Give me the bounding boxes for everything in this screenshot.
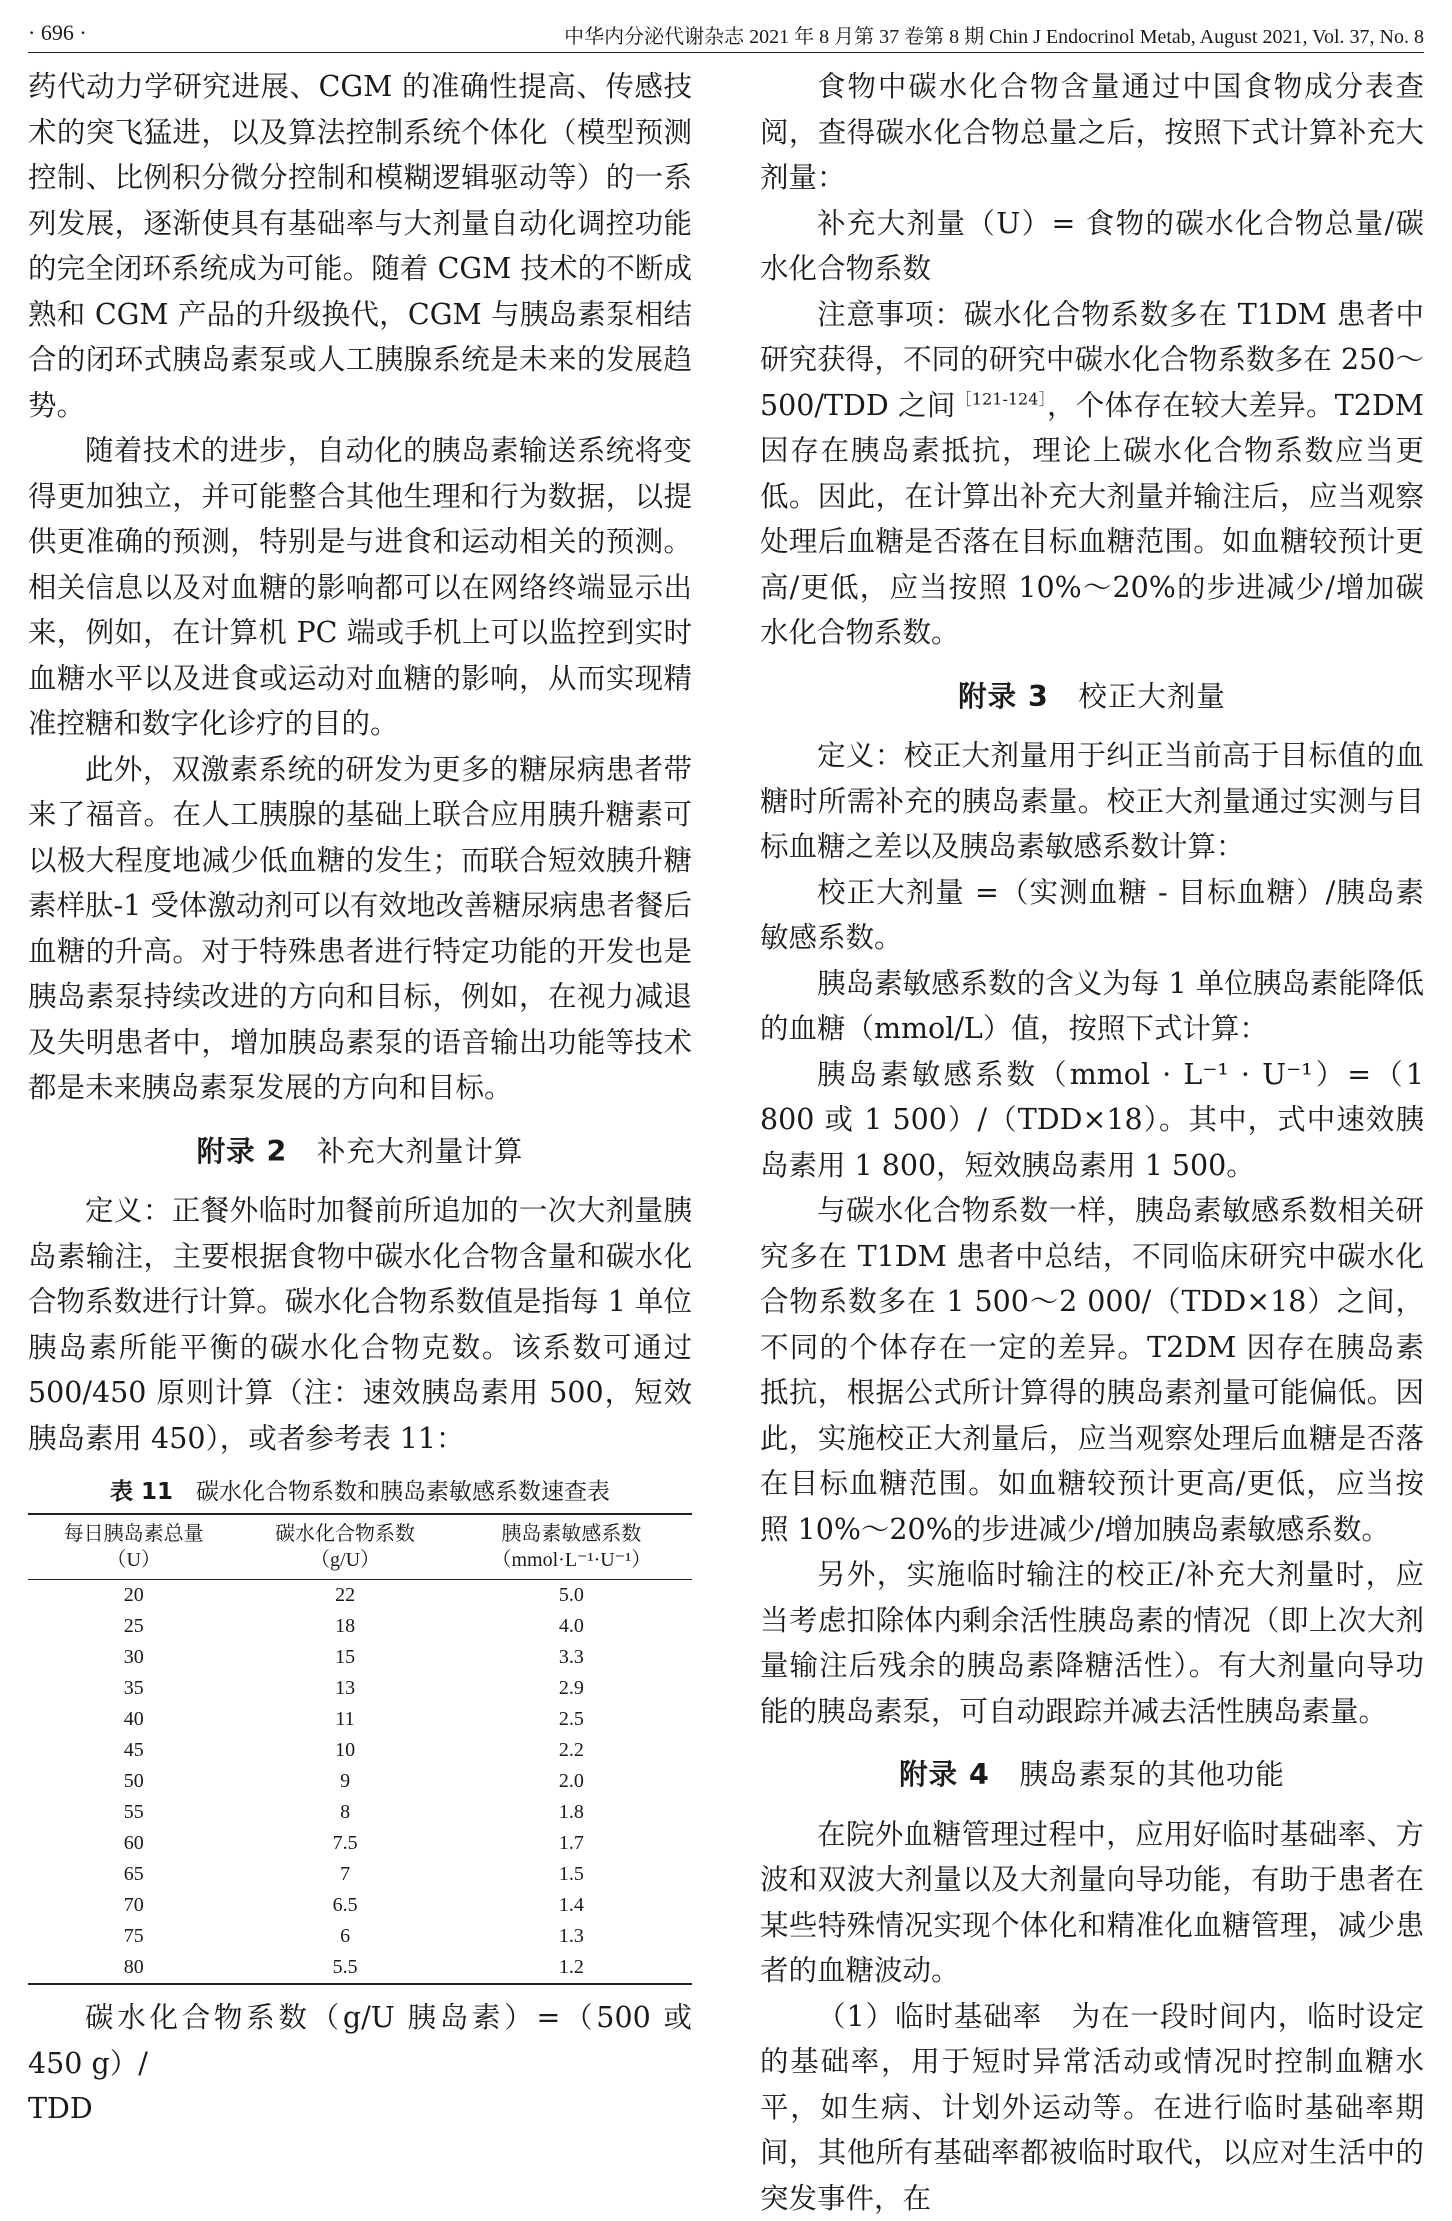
table-cell: 3.3 — [451, 1642, 692, 1673]
table-row — [28, 1704, 692, 1735]
table-row — [28, 1580, 692, 1612]
column-header-label: 碳水化合物系数 — [275, 1523, 415, 1545]
table-number: 表 11 — [110, 1479, 173, 1505]
journal-running-title: 中华内分泌代谢杂志 2021 年 8 月第 37 卷第 8 期 Chin J Endocrinol Metab, August 2021, Vol. 37, No. 8 — [564, 20, 1424, 49]
formula: 胰岛素敏感系数（mmol · L⁻¹ · U⁻¹）=（1 800 或 1 500）/（TDD×18）。其中，式中速效胰岛素用 1 800，短效胰岛素用 1 500。 — [760, 1052, 1424, 1189]
paragraph: 另外，实施临时输注的校正/补充大剂量时，应当考虑扣除体内剩余活性胰岛素的情况（即上次大剂量输注后残余的胰岛素降糖活性）。有大剂量向导功能的胰岛素泵，可自动跟踪并减去活性胰岛素量。 — [760, 1552, 1424, 1734]
table-cell: 6 — [239, 1921, 450, 1952]
table-cell: 15 — [239, 1642, 450, 1673]
paragraph: 在院外血糖管理过程中，应用好临时基础率、方波和双波大剂量以及大剂量向导功能，有助于患者在某些特殊情况实现个体化和精准化血糖管理，减少患者的血糖波动。 — [760, 1812, 1424, 1994]
ratio-lookup-table — [28, 1513, 692, 1985]
column-header-unit: （mmol·L⁻¹·U⁻¹） — [451, 1547, 692, 1573]
table-row — [28, 1797, 692, 1828]
paragraph: 随着技术的进步，自动化的胰岛素输送系统将变得更加独立，并可能整合其他生理和行为数据，以提供更准确的预测，特别是与进食和运动相关的预测。相关信息以及对血糖的影响都可以在网络终端显示出来，例如，在计算机 PC 端或手机上可以监控到实时血糖水平以及进食或运动对血糖的影响，从而实现精准控糖和数字化诊疗的目的。 — [28, 428, 692, 747]
table-cell: 80 — [28, 1952, 239, 1984]
table-body — [28, 1580, 692, 1985]
table-row — [28, 1828, 692, 1859]
table-cell: 1.2 — [451, 1952, 692, 1984]
text-run: 注意事项：碳水化合物系数多在 T1DM 患者中研究获得，不同的研究中碳水化合物系数多在 250～500/TDD 之间 — [760, 298, 1424, 422]
column-header — [239, 1514, 450, 1580]
table-cell: 1.8 — [451, 1797, 692, 1828]
table-cell: 2.0 — [451, 1766, 692, 1797]
table-cell: 60 — [28, 1828, 239, 1859]
table-cell: 75 — [28, 1921, 239, 1952]
paragraph: 定义：正餐外临时加餐前所追加的一次大剂量胰岛素输注，主要根据食物中碳水化合物含量和碳水化合物系数进行计算。碳水化合物系数值是指每 1 单位胰岛素所能平衡的碳水化合物克数。该系数可通过 500/450 原则计算（注：速效胰岛素用 500，短效胰岛素用 450），或者参考表 11： — [28, 1188, 692, 1461]
appendix-title: 校正大剂量 — [1078, 680, 1226, 713]
appendix-3-heading — [760, 674, 1424, 720]
table-cell: 22 — [239, 1580, 450, 1612]
table-cell: 8 — [239, 1797, 450, 1828]
table-cell: 45 — [28, 1735, 239, 1766]
paragraph: 定义：校正大剂量用于纠正当前高于目标值的血糖时所需补充的胰岛素量。校正大剂量通过实测与目标血糖之差以及胰岛素敏感系数计算： — [760, 733, 1424, 870]
table-cell: 35 — [28, 1673, 239, 1704]
table-caption — [28, 1475, 692, 1509]
table-header-row — [28, 1514, 692, 1580]
paragraph — [760, 292, 1424, 656]
table-row — [28, 1952, 692, 1984]
table-cell: 6.5 — [239, 1890, 450, 1921]
table-cell: 1.4 — [451, 1890, 692, 1921]
table-cell: 7 — [239, 1859, 450, 1890]
appendix-number: 附录 3 — [958, 680, 1049, 713]
column-header-unit: （g/U） — [239, 1547, 450, 1573]
right-column — [760, 64, 1424, 2221]
table-cell: 5.0 — [451, 1580, 692, 1612]
table-row — [28, 1766, 692, 1797]
appendix-title: 胰岛素泵的其他功能 — [1019, 1758, 1285, 1791]
paragraph: 胰岛素敏感系数的含义为每 1 单位胰岛素能降低的血糖（mmol/L）值，按照下式计算： — [760, 961, 1424, 1052]
table-row — [28, 1921, 692, 1952]
column-header-unit: （U） — [28, 1547, 239, 1573]
table-cell: 65 — [28, 1859, 239, 1890]
table-11 — [28, 1475, 692, 1985]
table-cell: 2.5 — [451, 1704, 692, 1735]
table-cell: 50 — [28, 1766, 239, 1797]
table-cell: 2.2 — [451, 1735, 692, 1766]
paragraph: 此外，双激素系统的研发为更多的糖尿病患者带来了福音。在人工胰腺的基础上联合应用胰升糖素可以极大程度地减少低血糖的发生；而联合短效胰升糖素样肽-1 受体激动剂可以有效地改善糖尿病患者餐后血糖的升高。对于特殊患者进行特定功能的开发也是胰岛素泵持续改进的方向和目标，例如，在视力减退及失明患者中，增加胰岛素泵的语音输出功能等技术都是未来胰岛素泵发展的方向和目标。 — [28, 747, 692, 1111]
table-cell: 13 — [239, 1673, 450, 1704]
table-row — [28, 1859, 692, 1890]
table-cell: 10 — [239, 1735, 450, 1766]
table-cell: 4.0 — [451, 1611, 692, 1642]
table-title: 碳水化合物系数和胰岛素敏感系数速查表 — [196, 1479, 610, 1505]
formula: 碳水化合物系数（g/U 胰岛素）=（500 或 450 g）/ — [28, 1995, 692, 2086]
left-column — [28, 64, 692, 2132]
table-row — [28, 1673, 692, 1704]
text-run: ，个体存在较大差异。T2DM 因存在胰岛素抵抗，理论上碳水化合物系数应当更低。因此，在计算出补充大剂量并输注后，应当观察处理后血糖是否落在目标血糖范围。如血糖较预计更高/更低，应当按照 10%～20%的步进减少/增加碳水化合物系数。 — [760, 389, 1424, 650]
formula-continuation: TDD — [28, 2086, 692, 2132]
table-cell: 2.9 — [451, 1673, 692, 1704]
appendix-number: 附录 2 — [197, 1135, 288, 1168]
page-number: · 696 · — [28, 20, 87, 46]
paragraph: 与碳水化合物系数一样，胰岛素敏感系数相关研究多在 T1DM 患者中总结，不同临床研究中碳水化合物系数多在 1 500～2 000/（TDD×18）之间，不同的个体存在一定的差异。T2DM 因存在胰岛素抵抗，根据公式所计算得的胰岛素剂量可能偏低。因此，实施校正大剂量后，应当观察处理后血糖是否落在目标血糖范围。如血糖较预计更高/更低，应当按照 10%～20%的步进减少/增加胰岛素敏感系数。 — [760, 1188, 1424, 1552]
paragraph: 药代动力学研究进展、CGM 的准确性提高、传感技术的突飞猛进，以及算法控制系统个体化（模型预测控制、比例积分微分控制和模糊逻辑驱动等）的一系列发展，逐渐使具有基础率与大剂量自动化调控功能的完全闭环系统成为可能。随着 CGM 技术的不断成熟和 CGM 产品的升级换代，CGM 与胰岛素泵相结合的闭环式胰岛素泵或人工胰腺系统是未来的发展趋势。 — [28, 64, 692, 428]
table-cell: 40 — [28, 1704, 239, 1735]
column-header — [28, 1514, 239, 1580]
table-cell: 11 — [239, 1704, 450, 1735]
table-cell: 18 — [239, 1611, 450, 1642]
formula: 校正大剂量 =（实测血糖 - 目标血糖）/胰岛素敏感系数。 — [760, 870, 1424, 961]
column-header — [451, 1514, 692, 1580]
column-header-label: 胰岛素敏感系数 — [501, 1523, 641, 1545]
table-row — [28, 1611, 692, 1642]
table-cell: 9 — [239, 1766, 450, 1797]
table-cell: 70 — [28, 1890, 239, 1921]
appendix-2-heading — [28, 1129, 692, 1175]
table-cell: 1.5 — [451, 1859, 692, 1890]
table-cell: 1.3 — [451, 1921, 692, 1952]
paragraph: 食物中碳水化合物含量通过中国食物成分表查阅，查得碳水化合物总量之后，按照下式计算补充大剂量： — [760, 64, 1424, 201]
appendix-4-heading — [760, 1752, 1424, 1798]
appendix-number: 附录 4 — [899, 1758, 990, 1791]
table-row — [28, 1890, 692, 1921]
table-row — [28, 1735, 692, 1766]
table-row — [28, 1642, 692, 1673]
table-cell: 25 — [28, 1611, 239, 1642]
table-cell: 1.7 — [451, 1828, 692, 1859]
table-cell: 30 — [28, 1642, 239, 1673]
table-cell: 55 — [28, 1797, 239, 1828]
paragraph: （1）临时基础率 为在一段时间内，临时设定的基础率，用于短时异常活动或情况时控制血糖水平，如生病、计划外运动等。在进行临时基础率期间，其他所有基础率都被临时取代，以应对生活中的突发事件，在 — [760, 1994, 1424, 2221]
appendix-title: 补充大剂量计算 — [317, 1135, 524, 1168]
table-cell: 5.5 — [239, 1952, 450, 1984]
page-header — [28, 14, 1424, 53]
citation: ［121-124］ — [956, 389, 1047, 408]
formula: 补充大剂量（U）= 食物的碳水化合物总量/碳水化合物系数 — [760, 201, 1424, 292]
table-cell: 7.5 — [239, 1828, 450, 1859]
table-cell: 20 — [28, 1580, 239, 1612]
column-header-label: 每日胰岛素总量 — [64, 1523, 204, 1545]
